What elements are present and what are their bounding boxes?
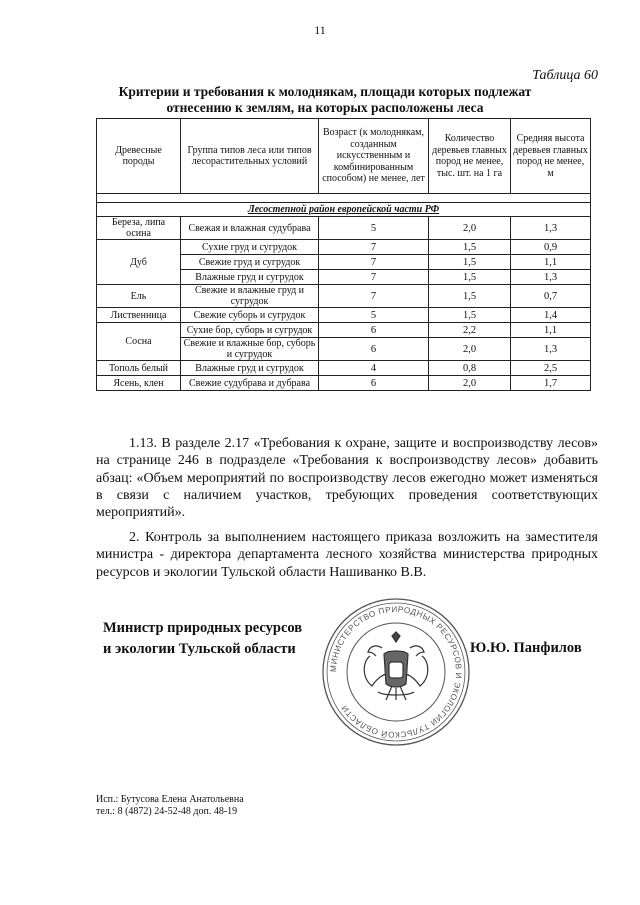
forest-type-cell: Свежая и влажная судубрава xyxy=(181,217,319,240)
species-cell: Ель xyxy=(97,285,181,308)
header-average-height: Средняя высота деревьев главных пород не менее, м xyxy=(511,119,591,194)
average-height-cell: 2,5 xyxy=(511,361,591,376)
table-row xyxy=(97,285,591,308)
age-cell: 7 xyxy=(319,240,429,255)
executor-name: Исп.: Бутусова Елена Анатольевна xyxy=(96,794,244,805)
region-label: Лесостепной район европейской части РФ xyxy=(97,203,591,217)
average-height-cell: 0,7 xyxy=(511,285,591,308)
table-row xyxy=(97,376,591,391)
official-seal xyxy=(320,596,472,748)
signatory-title xyxy=(103,618,302,660)
average-height-cell: 1,3 xyxy=(511,270,591,285)
average-height-cell: 1,1 xyxy=(511,323,591,338)
tree-count-cell: 2,0 xyxy=(429,376,511,391)
tree-count-cell: 2,0 xyxy=(429,338,511,361)
paragraph-control: 2. Контроль за выполнением настоящего приказа возложить на заместителя министра - директора департамента лесного хозяйства министерства природных ресурсов и экологии Тульской области Нашиванко В.В. xyxy=(96,530,598,580)
table-row xyxy=(97,308,591,323)
forest-type-cell: Свежие и влажные груд и сугрудок xyxy=(181,285,319,308)
forest-type-cell: Сухие груд и сугрудок xyxy=(181,240,319,255)
forest-type-cell: Сухие бор, суборь и сугрудок xyxy=(181,323,319,338)
average-height-cell: 1,1 xyxy=(511,255,591,270)
average-height-cell: 1,3 xyxy=(511,338,591,361)
species-cell: Сосна xyxy=(97,323,181,361)
forest-type-cell: Влажные груд и сугрудок xyxy=(181,361,319,376)
age-cell: 7 xyxy=(319,255,429,270)
age-cell: 6 xyxy=(319,323,429,338)
seal-emblem-icon xyxy=(320,596,472,748)
forest-type-cell: Влажные груд и сугрудок xyxy=(181,270,319,285)
age-cell: 5 xyxy=(319,217,429,240)
table-row xyxy=(97,323,591,338)
seal-text: МИНИСТЕРСТВО ПРИРОДНЫХ РЕСУРСОВ И ЭКОЛОГИИ ТУЛЬСКОЙ ОБЛАСТИ xyxy=(328,604,464,740)
forest-type-cell: Свежие судубрава и дубрава xyxy=(181,376,319,391)
age-cell: 5 xyxy=(319,308,429,323)
header-species: Древесные породы xyxy=(97,119,181,194)
table-spacer-row xyxy=(97,194,591,203)
tree-count-cell: 0,8 xyxy=(429,361,511,376)
forest-type-cell: Свежие груд и сугрудок xyxy=(181,255,319,270)
page-number: 11 xyxy=(314,23,326,37)
header-forest-type: Группа типов леса или типов лесорастительных условий xyxy=(181,119,319,194)
species-cell: Лиственница xyxy=(97,308,181,323)
average-height-cell: 0,9 xyxy=(511,240,591,255)
age-cell: 7 xyxy=(319,270,429,285)
age-cell: 4 xyxy=(319,361,429,376)
average-height-cell: 1,3 xyxy=(511,217,591,240)
executor-info xyxy=(96,794,244,818)
forest-type-cell: Свежие суборь и сугрудок xyxy=(181,308,319,323)
tree-count-cell: 1,5 xyxy=(429,255,511,270)
table-region-row xyxy=(97,203,591,217)
table-title: Критерии и требования к молоднякам, площади которых подлежат отнесению к землям, на которых расположены леса xyxy=(118,84,532,115)
criteria-table xyxy=(96,118,591,391)
executor-phone: тел.: 8 (4872) 24-52-48 доп. 48-19 xyxy=(96,806,238,817)
age-cell: 6 xyxy=(319,338,429,361)
average-height-cell: 1,7 xyxy=(511,376,591,391)
signatory-title-line-2: и экологии Тульской области xyxy=(103,641,296,657)
table-caption: Таблица 60 xyxy=(532,68,598,83)
species-cell: Береза, липа осина xyxy=(97,217,181,240)
table-row xyxy=(97,361,591,376)
species-cell: Дуб xyxy=(97,240,181,285)
age-cell: 7 xyxy=(319,285,429,308)
table-row xyxy=(97,217,591,240)
tree-count-cell: 1,5 xyxy=(429,240,511,255)
species-cell: Ясень, клен xyxy=(97,376,181,391)
header-age: Возраст (к молоднякам, созданным искусственным и комбинированным способом) не менее, лет xyxy=(319,119,429,194)
signatory-name: Ю.Ю. Панфилов xyxy=(470,640,582,656)
species-cell: Тополь белый xyxy=(97,361,181,376)
average-height-cell: 1,4 xyxy=(511,308,591,323)
age-cell: 6 xyxy=(319,376,429,391)
tree-count-cell: 1,5 xyxy=(429,308,511,323)
tree-count-cell: 1,5 xyxy=(429,285,511,308)
forest-type-cell: Свежие и влажные бор, суборь и сугрудок xyxy=(181,338,319,361)
tree-count-cell: 2,0 xyxy=(429,217,511,240)
table-row xyxy=(97,240,591,255)
header-tree-count: Количество деревьев главных пород не менее, тыс. шт. на 1 га xyxy=(429,119,511,194)
paragraph-amendment: 1.13. В разделе 2.17 «Требования к охране, защите и воспроизводству лесов» на странице 246 в подразделе «Требования к воспроизводству лесов» добавить абзац: «Объем мероприятий по воспроизводству лесов ежегодно может изменяться в связи с наличием участков, требующих проведения соответствующих мероприятий». xyxy=(96,436,598,521)
tree-count-cell: 2,2 xyxy=(429,323,511,338)
table-header-row xyxy=(97,119,591,194)
signatory-title-line-1: Министр природных ресурсов xyxy=(103,620,303,636)
tree-count-cell: 1,5 xyxy=(429,270,511,285)
